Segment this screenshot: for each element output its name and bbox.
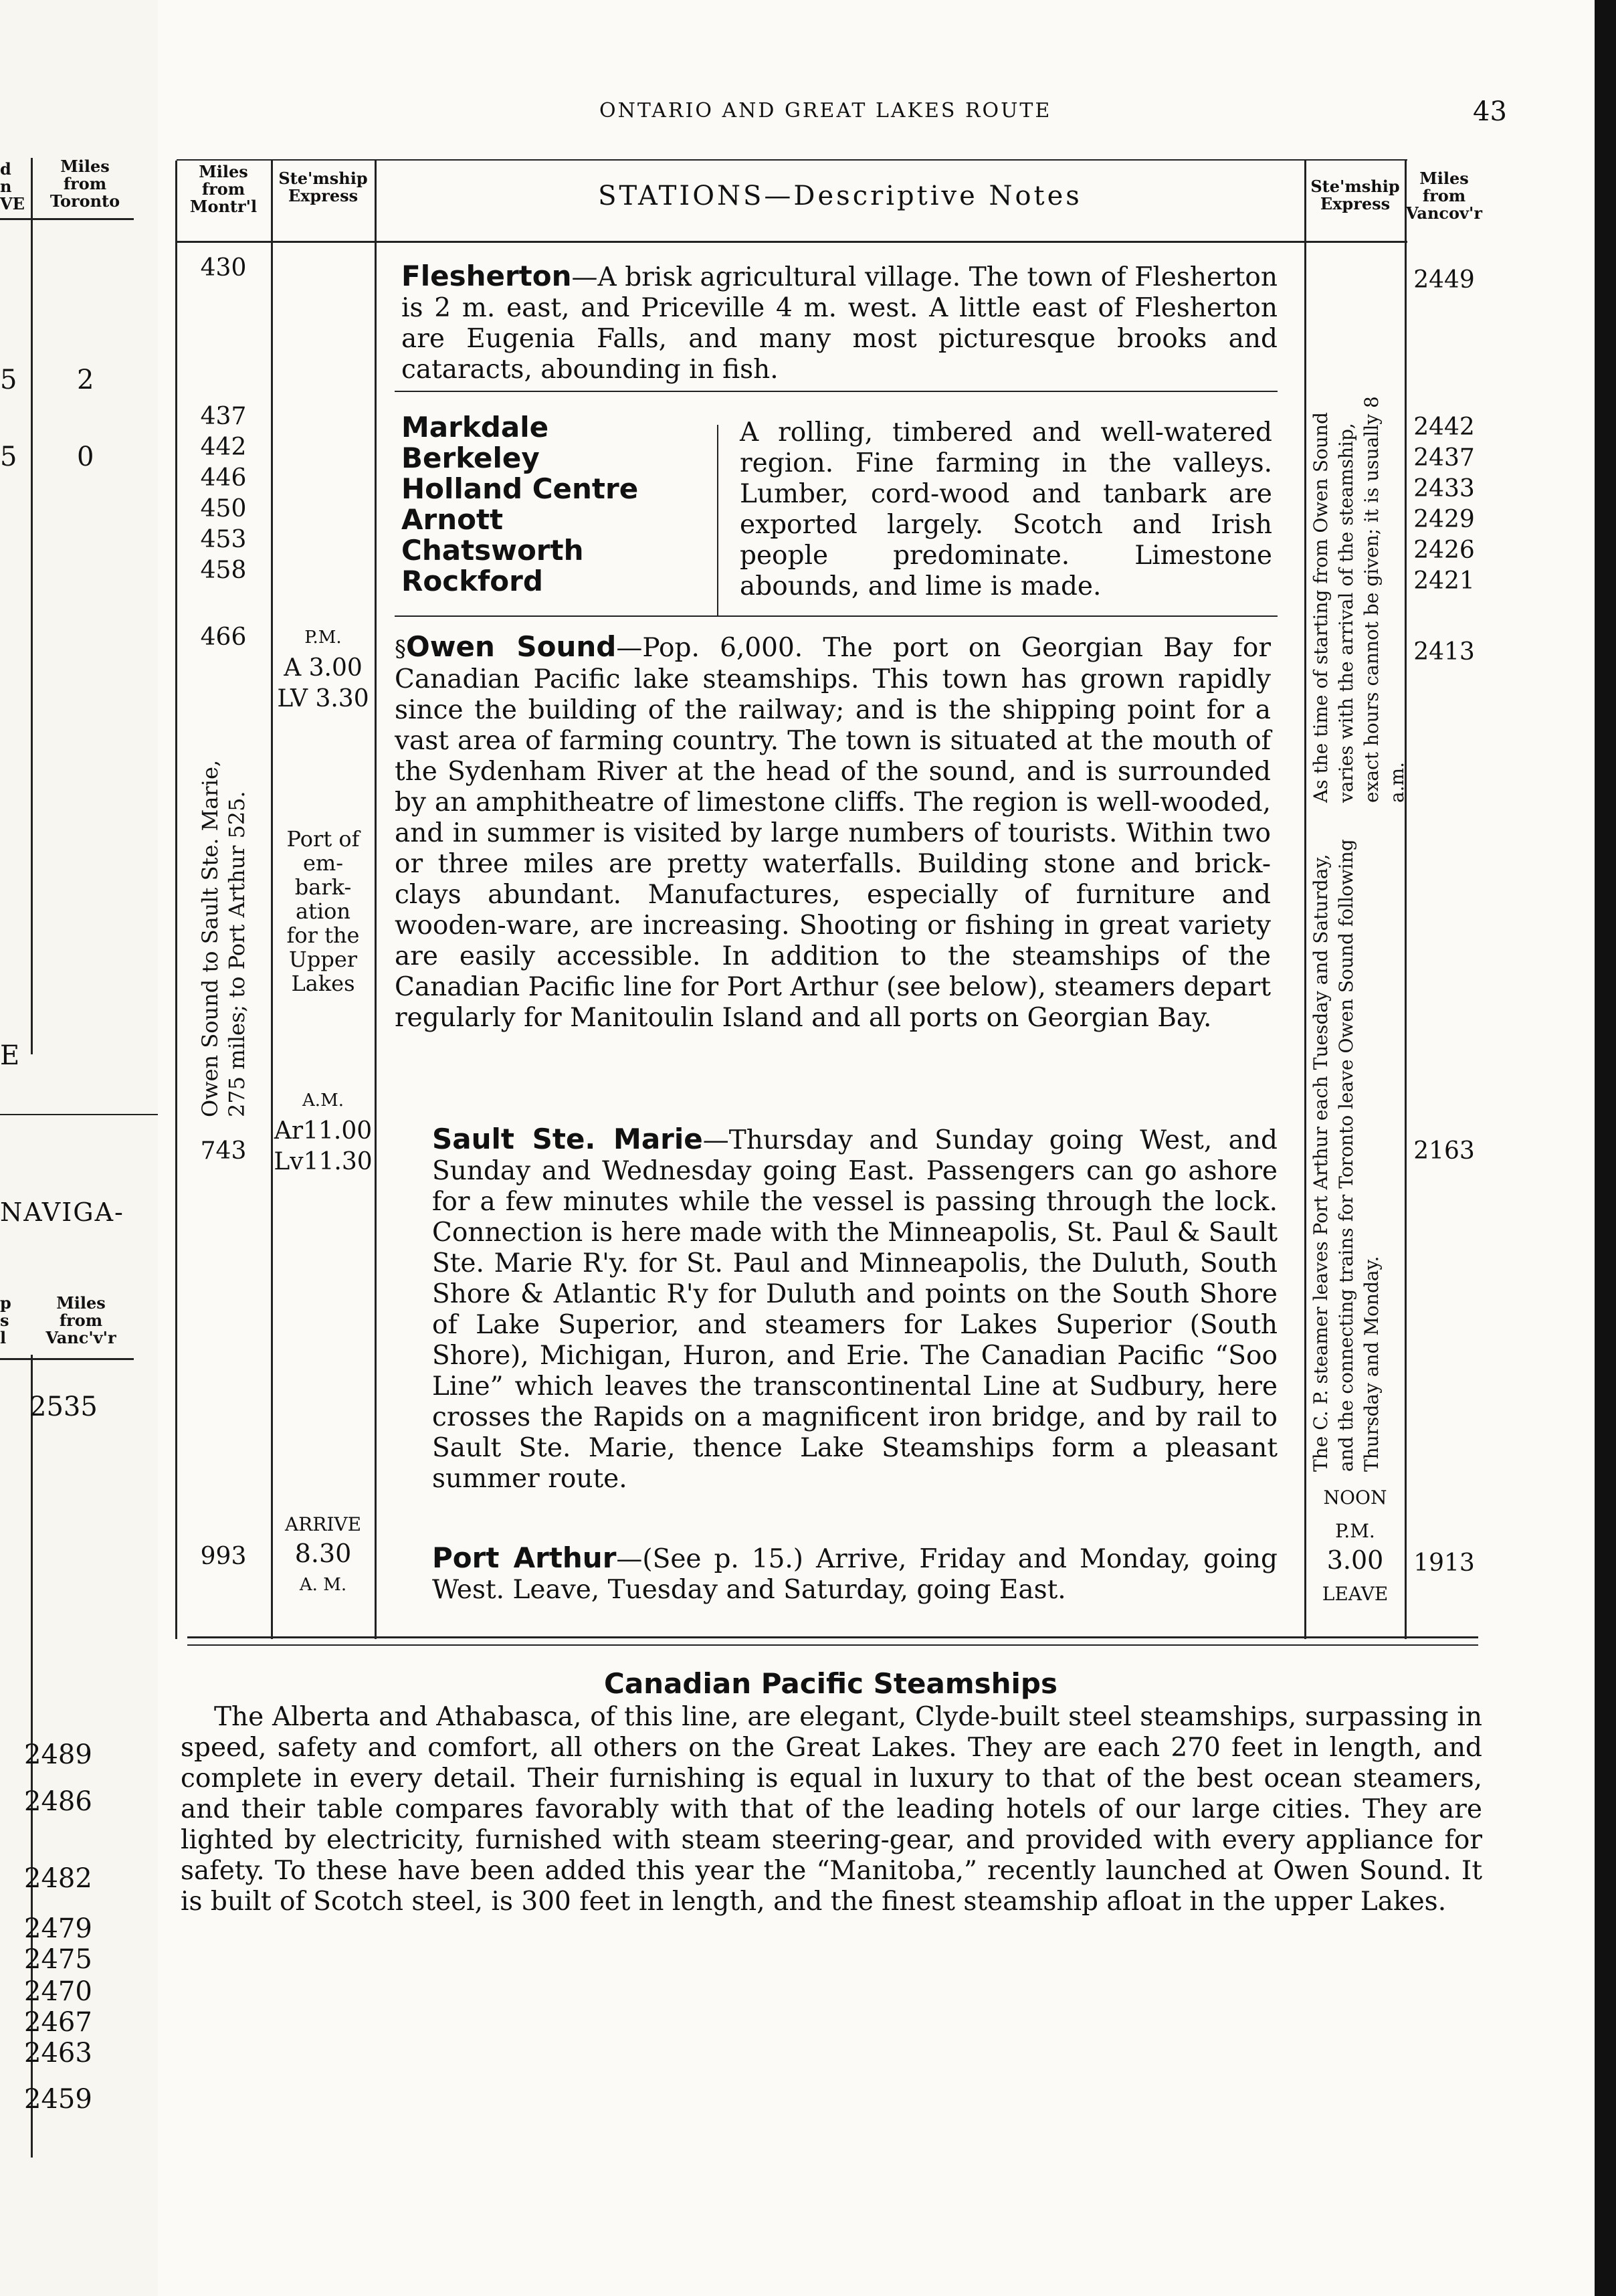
left-rule bbox=[0, 1114, 158, 1115]
entry-sault bbox=[432, 1124, 1278, 1495]
miles-vancouver: 2433 bbox=[1413, 475, 1475, 502]
sault-arrive: Ar11.00 bbox=[274, 1117, 373, 1145]
miles-montreal: 466 bbox=[200, 624, 247, 651]
left-miles: 2467 bbox=[24, 2007, 92, 2038]
vertical-note-steamer-schedule: The C. P. steamer leaves Port Arthur each Tuesday and Saturday, and the connecting trains for Toronto leave Owen Sound following Thursday and Monday. bbox=[1310, 839, 1383, 1472]
header-steamship-left: Ste'mship Express bbox=[278, 169, 368, 205]
left-miles: 2470 bbox=[24, 1976, 92, 2007]
entry-text: —Thursday and Sunday going West, and Sunday and Wednesday going East. Passengers can go ashore for a few minutes while the vessel is passing through the lock. Connection is here made with the Minneapolis, St. Paul & Sault Ste. Marie R'y. for St. Paul and Minneapolis, the Duluth, South Shore & Atlantic R'y for Duluth and points on the South Shore of Lake Superior, and steamers for Lakes Superior (South Shore), Michigan, Huron, and Erie. The Canadian Pacific “Soo Line” which leaves the transcontinental Line at Sudbury, here crosses the Rapids on a magnificent iron bridge, and by rail to Sault Ste. Marie, thence Lake Steamships form a pleasant summer route. bbox=[432, 1125, 1278, 1494]
miles-vancouver: 2421 bbox=[1413, 567, 1475, 595]
station-name: Chatsworth bbox=[401, 534, 584, 567]
port-arthur-arrive-time: 8.30 bbox=[294, 1539, 352, 1568]
left-cell: 0 bbox=[77, 442, 94, 472]
left-col3-header: p s l bbox=[0, 1293, 11, 1347]
vertical-note-distance: Owen Sound to Sault Ste. Marie, 275 miles; to Port Arthur 525. bbox=[197, 759, 249, 1117]
running-title: ONTARIO AND GREAT LAKES ROUTE bbox=[599, 99, 1052, 122]
am-label: A. M. bbox=[299, 1575, 347, 1595]
left-stray-letter: E bbox=[0, 1040, 20, 1071]
miles-vancouver: 2163 bbox=[1413, 1137, 1475, 1165]
miles-montreal: 743 bbox=[200, 1137, 247, 1165]
left-miles: 2489 bbox=[24, 1739, 92, 1770]
miles-vancouver: 2429 bbox=[1413, 506, 1475, 533]
station-name: Rockford bbox=[401, 565, 543, 597]
entry-port-arthur bbox=[432, 1543, 1278, 1606]
station-name: Arnott bbox=[401, 503, 504, 536]
miles-montreal: 446 bbox=[200, 464, 247, 492]
entry-text: —A brisk agricultural village. The town of Flesherton is 2 m. east, and Priceville 4 m. west. A little east of Flesherton are Eugenia Falls, and many most picturesque brooks and cataracts, abounding in fish. bbox=[401, 262, 1278, 385]
station-name: Owen Sound bbox=[406, 630, 617, 663]
owen-arrive: A 3.00 bbox=[284, 654, 363, 682]
station-name: Port Arthur bbox=[432, 1541, 617, 1574]
left-cell: 5 bbox=[0, 365, 17, 395]
station-name: Sault Ste. Marie bbox=[432, 1123, 703, 1155]
am-label: A.M. bbox=[302, 1090, 344, 1111]
header-miles-montreal: Miles from Montr'l bbox=[189, 162, 258, 216]
noon-label: NOON bbox=[1323, 1487, 1387, 1509]
group-vancouver bbox=[1406, 412, 1482, 597]
left-miles: 2475 bbox=[24, 1944, 92, 1975]
sault-leave: Lv11.30 bbox=[274, 1148, 373, 1175]
station-name: Flesherton bbox=[401, 260, 572, 292]
vertical-note-starting-time: As the time of starting from Owen Sound varies with the arrival of the steamship, exact hours cannot be given; it is usually 8 a.m. bbox=[1310, 396, 1408, 803]
left-header-rule-2 bbox=[0, 1358, 134, 1360]
miles-montreal: 453 bbox=[200, 526, 247, 553]
left-miles: 2479 bbox=[24, 1913, 92, 1944]
miles-vancouver: 2449 bbox=[1413, 266, 1475, 294]
leave-label: LEAVE bbox=[1322, 1583, 1389, 1605]
steamships-text: The Alberta and Athabasca, of this line, are elegant, Clyde-built steel steamships, surpassing in speed, safety and comfort, all others on the Great Lakes. They are each 270 feet in length, and complete in every detail. Their furnishing is equal in luxury to that of the best ocean steamers, and their table compares favorably with that of the leading hotels of our large cities. They are lighted by electricity, furnished with steam steering-gear, and provided with every appliance for safety. To these have been added this year the “Manitoba,” recently launched at Owen Sound. It is built of Scotch steel, is 300 feet in length, and the finest steamship afloat in the upper Lakes. bbox=[181, 1702, 1482, 1917]
station-name: Berkeley bbox=[401, 442, 540, 474]
entry-text: —Pop. 6,000. The port on Georgian Bay for Canadian Pacific lake steamships. This town has grown rapidly since the building of the railway; and is the shipping point for a vast area of farming country. The town is situated at the mouth of the Sydenham River at the head of the sound, and is surrounded by an amphitheatre of limestone cliffs. The region is well-wooded, and in summer is visited by large numbers of tourists. Within two or three miles are pretty waterfalls. Building stone and brick-clays abundant. Manufactures, especially of furniture and wooden-ware, are increasing. Shooting or fishing in great variety are easily accessible. In addition to the steamships of the Canadian Pacific line for Port Arthur (see below), steamers depart regularly for Manitoulin Island and all ports on Georgian Bay. bbox=[395, 633, 1271, 1033]
miles-vancouver: 2437 bbox=[1413, 444, 1475, 472]
owen-leave: LV 3.30 bbox=[277, 685, 369, 712]
port-arthur-leave-time: 3.00 bbox=[1326, 1545, 1384, 1575]
miles-vancouver: 2413 bbox=[1413, 638, 1475, 666]
port-note: Port of em- bark- ation for the Upper Lakes bbox=[286, 826, 360, 996]
miles-montreal: 442 bbox=[200, 434, 247, 461]
left-miles: 2535 bbox=[29, 1392, 98, 1422]
left-cell: 5 bbox=[0, 442, 17, 472]
page-number: 43 bbox=[1473, 96, 1507, 127]
entry-owen-sound bbox=[395, 632, 1271, 1034]
left-col1-header: d n VE bbox=[0, 159, 25, 213]
left-miles: 2463 bbox=[24, 2038, 92, 2069]
miles-montreal: 450 bbox=[200, 495, 247, 522]
steamships-heading: Canadian Pacific Steamships bbox=[604, 1667, 1057, 1700]
left-column-rule bbox=[31, 158, 33, 1054]
header-steamship-right: Ste'mship Express bbox=[1310, 177, 1400, 213]
left-miles: 2459 bbox=[24, 2084, 92, 2115]
facing-page-fragment bbox=[0, 0, 158, 2296]
row-rule bbox=[395, 391, 1278, 392]
left-col4-header: Miles from Vanc'v'r bbox=[45, 1293, 116, 1347]
row-rule bbox=[395, 615, 1278, 617]
header-miles-vancouver: Miles from Vancov'r bbox=[1406, 169, 1482, 223]
pm-label: P.M. bbox=[1335, 1520, 1375, 1542]
entry-text: —(See p. 15.) Arrive, Friday and Monday, going West. Leave, Tuesday and Saturday, going East. bbox=[432, 1544, 1278, 1605]
miles-vancouver: 1913 bbox=[1413, 1549, 1475, 1577]
pm-label: P.M. bbox=[304, 628, 342, 648]
left-col2-header: Miles from Toronto bbox=[49, 157, 120, 211]
left-header-rule bbox=[0, 218, 134, 220]
entry-flesherton bbox=[401, 261, 1278, 385]
miles-vancouver: 2442 bbox=[1413, 413, 1475, 441]
miles-montreal: 430 bbox=[200, 254, 247, 282]
left-cell: 2 bbox=[77, 365, 94, 395]
arrive-label: ARRIVE bbox=[284, 1513, 362, 1535]
station-name: Holland Centre bbox=[401, 472, 639, 505]
miles-montreal: 458 bbox=[200, 557, 247, 584]
miles-vancouver: 2426 bbox=[1413, 537, 1475, 564]
miles-montreal: 437 bbox=[200, 403, 247, 430]
table-top-rule bbox=[177, 159, 1407, 161]
group-divider bbox=[717, 425, 718, 615]
table-bottom-rule bbox=[187, 1636, 1478, 1638]
section-mark: § bbox=[395, 636, 406, 662]
group-note: A rolling, timbered and well-watered region. Fine farming in the valleys. Lumber, cord-wood and tanbark are exported largely. Scotch and Irish people predominate. Limestone abounds, and lime is made. bbox=[740, 417, 1272, 601]
table-header-rule bbox=[177, 241, 1407, 243]
left-miles: 2482 bbox=[24, 1863, 92, 1894]
table-bottom-rule-2 bbox=[187, 1644, 1478, 1646]
header-stations: STATIONS—Descriptive Notes bbox=[598, 181, 1082, 211]
col-rule bbox=[375, 161, 377, 1639]
station-name: Markdale bbox=[401, 411, 549, 444]
col-rule bbox=[175, 161, 177, 1639]
col-rule bbox=[1304, 161, 1306, 1639]
left-miles: 2486 bbox=[24, 1786, 92, 1817]
group-stations bbox=[401, 412, 638, 597]
group-miles bbox=[177, 401, 270, 586]
miles-montreal: 993 bbox=[200, 1543, 247, 1570]
left-naviga: NAVIGA- bbox=[0, 1198, 124, 1227]
